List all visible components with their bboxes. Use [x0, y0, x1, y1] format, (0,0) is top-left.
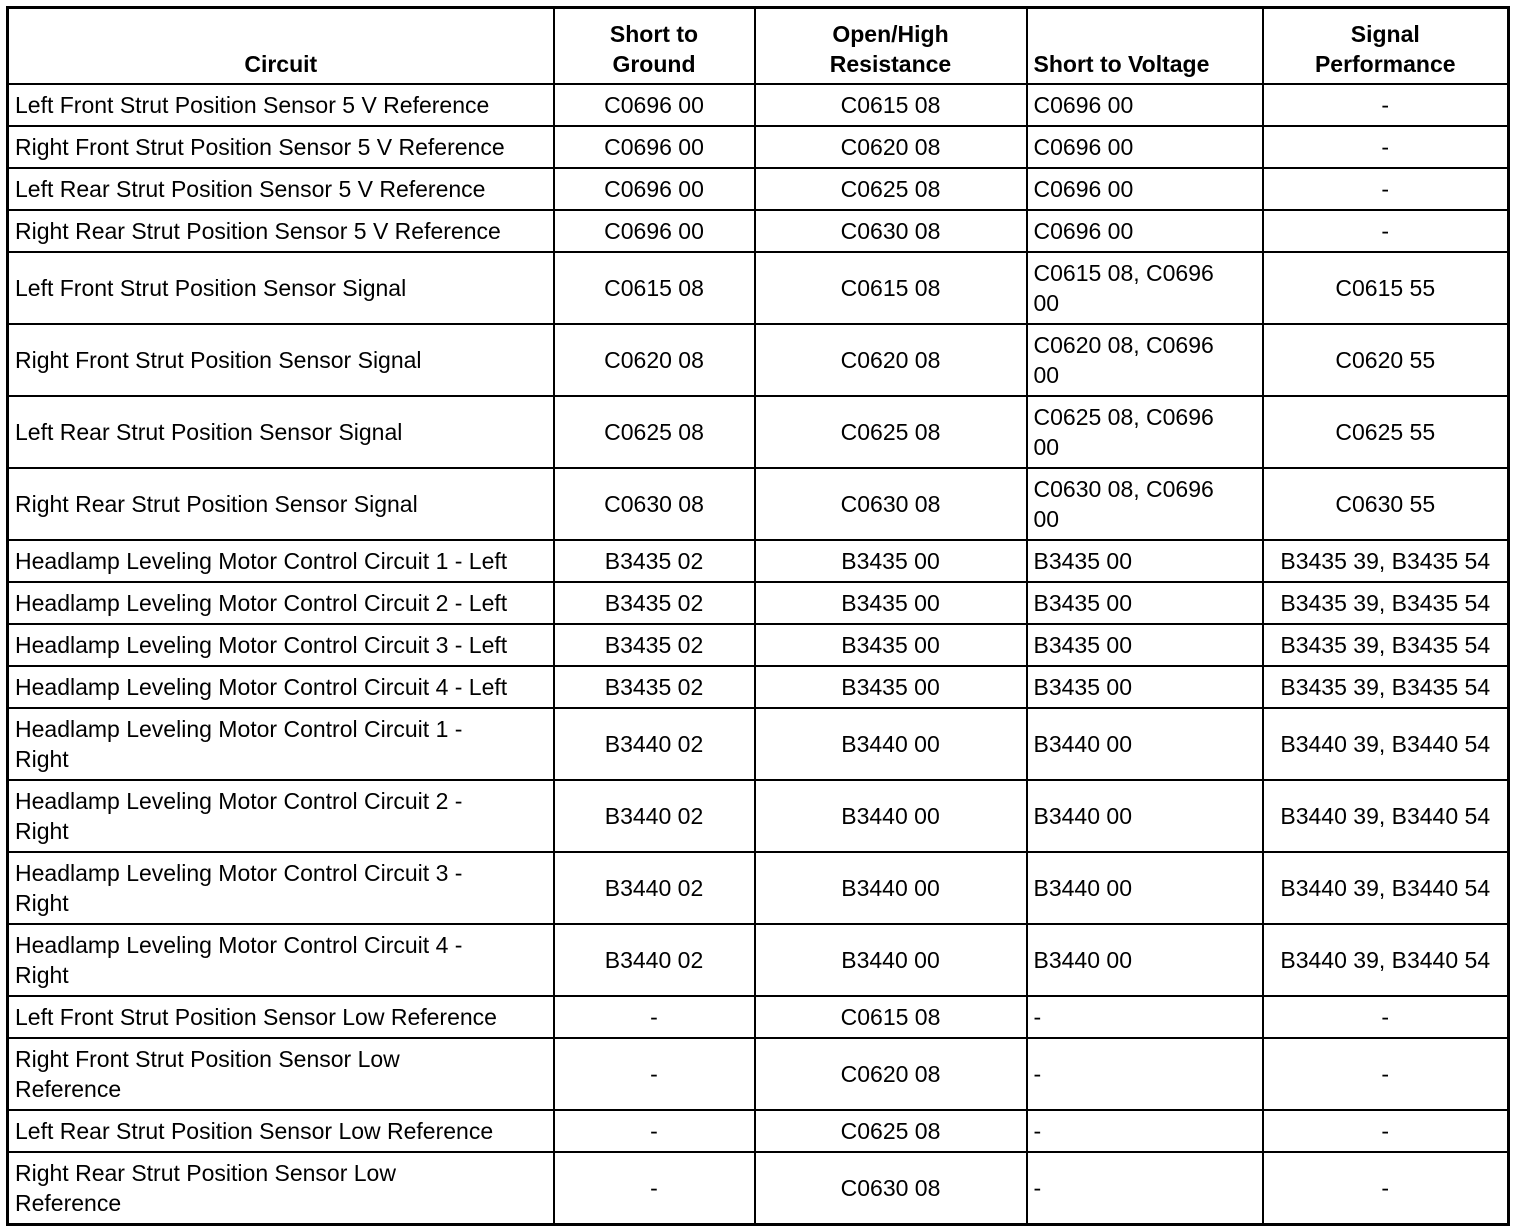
- cell-signal-performance: B3440 39, B3440 54: [1263, 924, 1509, 996]
- cell-signal-performance: -: [1263, 126, 1509, 168]
- cell-open-high-resistance: C0630 08: [755, 468, 1027, 540]
- header-row: [8, 8, 1509, 85]
- cell-short-to-voltage: B3440 00: [1027, 852, 1263, 924]
- header-short-to-ground: Short to Ground: [554, 8, 755, 85]
- cell-short-to-ground: C0625 08: [554, 396, 755, 468]
- cell-short-to-voltage: C0615 08, C0696 00: [1027, 252, 1263, 324]
- cell-short-to-ground: C0615 08: [554, 252, 755, 324]
- cell-signal-performance: B3435 39, B3435 54: [1263, 540, 1509, 582]
- cell-open-high-resistance: C0625 08: [755, 168, 1027, 210]
- table-row: [8, 582, 1509, 624]
- cell-open-high-resistance: B3435 00: [755, 624, 1027, 666]
- cell-short-to-ground: B3435 02: [554, 666, 755, 708]
- cell-circuit: Right Rear Strut Position Sensor 5 V Reference: [8, 210, 554, 252]
- cell-short-to-ground: C0696 00: [554, 168, 755, 210]
- cell-open-high-resistance: B3440 00: [755, 852, 1027, 924]
- cell-short-to-voltage: -: [1027, 1152, 1263, 1225]
- table-row: [8, 168, 1509, 210]
- cell-short-to-ground: C0630 08: [554, 468, 755, 540]
- cell-short-to-ground: B3435 02: [554, 540, 755, 582]
- table-row: [8, 666, 1509, 708]
- cell-short-to-ground: -: [554, 1110, 755, 1152]
- cell-short-to-ground: C0696 00: [554, 210, 755, 252]
- cell-circuit: Left Front Strut Position Sensor 5 V Reference: [8, 84, 554, 126]
- cell-short-to-voltage: C0696 00: [1027, 84, 1263, 126]
- cell-circuit: Headlamp Leveling Motor Control Circuit 3 - Left: [8, 624, 554, 666]
- cell-short-to-ground: C0696 00: [554, 126, 755, 168]
- cell-signal-performance: B3435 39, B3435 54: [1263, 582, 1509, 624]
- table-row: [8, 126, 1509, 168]
- table-row: [8, 624, 1509, 666]
- table-header: [8, 8, 1509, 85]
- header-short-to-voltage: Short to Voltage: [1027, 8, 1263, 85]
- table-row: [8, 996, 1509, 1038]
- cell-short-to-voltage: C0696 00: [1027, 168, 1263, 210]
- cell-short-to-voltage: -: [1027, 1038, 1263, 1110]
- cell-circuit: Headlamp Leveling Motor Control Circuit 1 - Left: [8, 540, 554, 582]
- cell-short-to-voltage: B3435 00: [1027, 624, 1263, 666]
- cell-signal-performance: B3440 39, B3440 54: [1263, 708, 1509, 780]
- table-row: [8, 396, 1509, 468]
- table-body: [8, 84, 1509, 1225]
- table-row: [8, 324, 1509, 396]
- header-open-high-resistance: Open/High Resistance: [755, 8, 1027, 85]
- cell-circuit: Left Front Strut Position Sensor Low Reference: [8, 996, 554, 1038]
- cell-open-high-resistance: C0630 08: [755, 210, 1027, 252]
- table-row: [8, 210, 1509, 252]
- cell-signal-performance: -: [1263, 996, 1509, 1038]
- cell-short-to-ground: B3435 02: [554, 582, 755, 624]
- table-row: [8, 468, 1509, 540]
- cell-open-high-resistance: C0620 08: [755, 1038, 1027, 1110]
- cell-signal-performance: B3435 39, B3435 54: [1263, 666, 1509, 708]
- cell-signal-performance: C0615 55: [1263, 252, 1509, 324]
- table-row: [8, 852, 1509, 924]
- cell-circuit: Right Front Strut Position Sensor Signal: [8, 324, 554, 396]
- cell-short-to-ground: C0620 08: [554, 324, 755, 396]
- cell-short-to-ground: B3440 02: [554, 924, 755, 996]
- cell-open-high-resistance: C0625 08: [755, 396, 1027, 468]
- cell-circuit: Right Front Strut Position Sensor 5 V Reference: [8, 126, 554, 168]
- header-circuit: Circuit: [8, 8, 554, 85]
- cell-short-to-voltage: B3440 00: [1027, 708, 1263, 780]
- table-row: [8, 708, 1509, 780]
- cell-open-high-resistance: C0615 08: [755, 84, 1027, 126]
- cell-short-to-voltage: C0630 08, C0696 00: [1027, 468, 1263, 540]
- cell-open-high-resistance: C0615 08: [755, 996, 1027, 1038]
- table-row: [8, 1152, 1509, 1225]
- cell-short-to-voltage: -: [1027, 996, 1263, 1038]
- cell-circuit: Headlamp Leveling Motor Control Circuit 3 - Right: [8, 852, 554, 924]
- cell-signal-performance: C0625 55: [1263, 396, 1509, 468]
- cell-short-to-ground: -: [554, 1038, 755, 1110]
- cell-short-to-voltage: B3435 00: [1027, 666, 1263, 708]
- cell-open-high-resistance: B3435 00: [755, 666, 1027, 708]
- cell-circuit: Headlamp Leveling Motor Control Circuit 1 - Right: [8, 708, 554, 780]
- table-row: [8, 252, 1509, 324]
- cell-short-to-ground: B3440 02: [554, 780, 755, 852]
- cell-open-high-resistance: B3440 00: [755, 780, 1027, 852]
- cell-circuit: Headlamp Leveling Motor Control Circuit 4 - Right: [8, 924, 554, 996]
- cell-open-high-resistance: C0615 08: [755, 252, 1027, 324]
- cell-signal-performance: -: [1263, 168, 1509, 210]
- cell-signal-performance: C0620 55: [1263, 324, 1509, 396]
- table-row: [8, 924, 1509, 996]
- cell-short-to-voltage: B3435 00: [1027, 582, 1263, 624]
- cell-signal-performance: -: [1263, 1038, 1509, 1110]
- cell-circuit: Right Rear Strut Position Sensor Signal: [8, 468, 554, 540]
- cell-signal-performance: B3440 39, B3440 54: [1263, 780, 1509, 852]
- table-row: [8, 1038, 1509, 1110]
- table-row: [8, 1110, 1509, 1152]
- cell-short-to-voltage: B3440 00: [1027, 780, 1263, 852]
- table-row: [8, 540, 1509, 582]
- cell-open-high-resistance: C0625 08: [755, 1110, 1027, 1152]
- cell-signal-performance: -: [1263, 210, 1509, 252]
- cell-signal-performance: -: [1263, 84, 1509, 126]
- cell-short-to-voltage: C0696 00: [1027, 210, 1263, 252]
- cell-circuit: Right Front Strut Position Sensor Low Reference: [8, 1038, 554, 1110]
- cell-open-high-resistance: B3435 00: [755, 540, 1027, 582]
- cell-short-to-ground: -: [554, 1152, 755, 1225]
- cell-signal-performance: -: [1263, 1110, 1509, 1152]
- cell-open-high-resistance: B3440 00: [755, 708, 1027, 780]
- header-signal-performance: Signal Performance: [1263, 8, 1509, 85]
- cell-signal-performance: -: [1263, 1152, 1509, 1225]
- cell-short-to-voltage: -: [1027, 1110, 1263, 1152]
- cell-short-to-ground: C0696 00: [554, 84, 755, 126]
- cell-open-high-resistance: C0620 08: [755, 126, 1027, 168]
- table-row: [8, 780, 1509, 852]
- cell-short-to-ground: B3440 02: [554, 852, 755, 924]
- cell-circuit: Headlamp Leveling Motor Control Circuit 2 - Right: [8, 780, 554, 852]
- cell-short-to-voltage: C0620 08, C0696 00: [1027, 324, 1263, 396]
- cell-signal-performance: B3435 39, B3435 54: [1263, 624, 1509, 666]
- cell-open-high-resistance: C0630 08: [755, 1152, 1027, 1225]
- dtc-table: [6, 6, 1510, 1226]
- cell-circuit: Right Rear Strut Position Sensor Low Reference: [8, 1152, 554, 1225]
- cell-open-high-resistance: B3440 00: [755, 924, 1027, 996]
- table-row: [8, 84, 1509, 126]
- cell-circuit: Left Front Strut Position Sensor Signal: [8, 252, 554, 324]
- cell-open-high-resistance: B3435 00: [755, 582, 1027, 624]
- cell-short-to-ground: B3435 02: [554, 624, 755, 666]
- cell-circuit: Headlamp Leveling Motor Control Circuit 4 - Left: [8, 666, 554, 708]
- cell-short-to-ground: B3440 02: [554, 708, 755, 780]
- cell-circuit: Left Rear Strut Position Sensor 5 V Reference: [8, 168, 554, 210]
- cell-open-high-resistance: C0620 08: [755, 324, 1027, 396]
- cell-circuit: Left Rear Strut Position Sensor Low Reference: [8, 1110, 554, 1152]
- cell-short-to-ground: -: [554, 996, 755, 1038]
- cell-signal-performance: B3440 39, B3440 54: [1263, 852, 1509, 924]
- cell-short-to-voltage: B3440 00: [1027, 924, 1263, 996]
- cell-short-to-voltage: C0696 00: [1027, 126, 1263, 168]
- cell-short-to-voltage: C0625 08, C0696 00: [1027, 396, 1263, 468]
- cell-circuit: Headlamp Leveling Motor Control Circuit 2 - Left: [8, 582, 554, 624]
- cell-circuit: Left Rear Strut Position Sensor Signal: [8, 396, 554, 468]
- cell-signal-performance: C0630 55: [1263, 468, 1509, 540]
- cell-short-to-voltage: B3435 00: [1027, 540, 1263, 582]
